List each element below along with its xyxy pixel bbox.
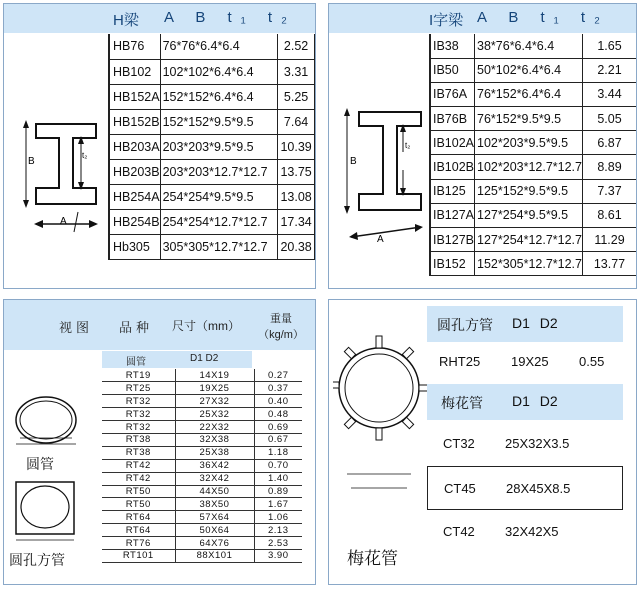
tube-size: 88X101 — [175, 549, 254, 562]
h-beam-weight: 2.52 — [278, 34, 315, 59]
square-hole-cols: D1 D2 — [512, 315, 558, 331]
i-beam-dims: 50*102*6.4*6.4 — [475, 58, 583, 82]
tube-model: RT32 — [102, 395, 175, 408]
tube-model: RT38 — [102, 446, 175, 459]
tube-row — [102, 485, 302, 498]
h-beam-dims: 102*102*6.4*6.4 — [160, 59, 278, 84]
plum-size: 32X42X5 — [505, 524, 559, 539]
h-beam-weight: 3.31 — [278, 59, 315, 84]
h-beam-weight: 17.34 — [278, 209, 315, 234]
i-beam-dims: 127*254*9.5*9.5 — [475, 203, 583, 227]
i-beam-model: IB127B — [430, 228, 475, 252]
tubes-col-type: 品种 — [119, 320, 154, 335]
tube-model: RT19 — [102, 369, 175, 382]
tube-model: RT42 — [102, 472, 175, 485]
i-beam-weight: 7.37 — [582, 179, 636, 203]
i-b-label: B — [350, 156, 357, 167]
h-beam-dims: 203*203*12.7*12.7 — [160, 159, 278, 184]
tube-size: 25X38 — [175, 446, 254, 459]
i-beam-dims: 76*152*6.4*6.4 — [475, 82, 583, 106]
i-beam-row — [430, 58, 636, 82]
tube-row — [102, 524, 302, 537]
tubes-table — [102, 369, 302, 563]
i-beam-row — [430, 155, 636, 179]
tubes-sub-size: D1 D2 — [190, 353, 219, 364]
h-beam-dims: 305*305*12.7*12.7 — [160, 234, 278, 259]
tube-size: 27X32 — [175, 395, 254, 408]
tube-model: RT76 — [102, 537, 175, 550]
i-beam-title: I字梁 — [429, 12, 464, 29]
i-beam-dims: 102*203*9.5*9.5 — [475, 131, 583, 155]
tube-weight: 0.40 — [254, 395, 302, 408]
h-beam-weight: 13.75 — [278, 159, 315, 184]
tube-size: 38X50 — [175, 498, 254, 511]
tube-weight: 0.37 — [254, 382, 302, 395]
i-beam-model: IB102A — [430, 131, 475, 155]
tube-size: 14X19 — [175, 369, 254, 382]
tube-row — [102, 408, 302, 421]
square-hole-row — [427, 342, 623, 382]
i-beam-row — [430, 203, 636, 227]
h-beam-dims: 152*152*9.5*9.5 — [160, 109, 278, 134]
i-beam-dims: 127*254*12.7*12.7 — [475, 228, 583, 252]
i-beam-model: IB125 — [430, 179, 475, 203]
tube-row — [102, 459, 302, 472]
square-hole-name: 圆孔方管 — [437, 317, 493, 333]
tube-weight: 1.40 — [254, 472, 302, 485]
i-beam-dims: 76*152*9.5*9.5 — [475, 107, 583, 131]
plum-rows — [427, 422, 623, 554]
plum-model: CT45 — [444, 481, 476, 496]
h-beam-table — [108, 34, 315, 260]
tube-model: RT50 — [102, 485, 175, 498]
tubes-header — [4, 300, 315, 350]
h-beam-model: HB76 — [109, 34, 160, 59]
tube-size: 22X32 — [175, 421, 254, 434]
tube-model: RT38 — [102, 433, 175, 446]
h-beam-row — [109, 209, 315, 234]
i-beam-row — [430, 179, 636, 203]
rht-weight: 0.55 — [579, 354, 605, 369]
tube-model: RT64 — [102, 511, 175, 524]
h-beam-model: HB152B — [109, 109, 160, 134]
tube-weight: 0.89 — [254, 485, 302, 498]
i-beam-row — [430, 131, 636, 155]
i-beam-model: IB127A — [430, 203, 475, 227]
plum-row — [427, 422, 623, 466]
i-beam-weight: 2.21 — [582, 58, 636, 82]
tube-weight: 2.53 — [254, 537, 302, 550]
tube-weight: 1.67 — [254, 498, 302, 511]
plum-size: 28X45X8.5 — [506, 481, 571, 496]
tube-weight: 0.27 — [254, 369, 302, 382]
h-beam-model: HB152A — [109, 84, 160, 109]
h-beam-dims: 76*76*6.4*6.4 — [160, 34, 278, 59]
h-beam-model: HB254B — [109, 209, 160, 234]
h-beam-cols: A B t₁ t₂ — [164, 9, 296, 26]
tubes-col-size: 尺寸（mm） — [172, 319, 240, 333]
i-beam-model: IB76B — [430, 107, 475, 131]
i-beam-diagram — [339, 102, 439, 252]
tube-weight: 1.06 — [254, 511, 302, 524]
tube-size: 36X42 — [175, 459, 254, 472]
h-beam-model: HB203A — [109, 134, 160, 159]
i-beam-weight: 13.77 — [582, 252, 636, 276]
tube-model: RT42 — [102, 459, 175, 472]
tube-weight: 0.67 — [254, 433, 302, 446]
i-beam-model: IB152 — [430, 252, 475, 276]
i-a-label: A — [377, 234, 384, 245]
i-beam-cols: A B t₁ t₂ — [477, 9, 609, 26]
round-tube-label: 圆管 — [26, 456, 54, 472]
h-beam-title: H梁 — [113, 12, 139, 29]
tube-model: RT32 — [102, 408, 175, 421]
plum-row — [427, 466, 623, 510]
h-beam-row — [109, 134, 315, 159]
i-beam-dims: 38*76*6.4*6.4 — [475, 34, 583, 58]
tube-row — [102, 395, 302, 408]
tube-weight: 1.18 — [254, 446, 302, 459]
h-beam-dims: 254*254*12.7*12.7 — [160, 209, 278, 234]
i-beam-row — [430, 34, 636, 58]
tubes-col-weight: 重量（kg/m） — [258, 313, 304, 341]
plum-model: CT32 — [443, 436, 475, 451]
h-beam-model: Hb305 — [109, 234, 160, 259]
tube-model: RT25 — [102, 382, 175, 395]
tube-model: RT101 — [102, 549, 175, 562]
plum-header — [427, 384, 623, 420]
h-beam-header — [4, 4, 315, 33]
i-beam-model: IB38 — [430, 34, 475, 58]
tube-size: 57X64 — [175, 511, 254, 524]
tube-row — [102, 498, 302, 511]
tube-size: 32X42 — [175, 472, 254, 485]
i-beam-weight: 8.61 — [582, 203, 636, 227]
tube-size: 64X76 — [175, 537, 254, 550]
tube-size: 32X38 — [175, 433, 254, 446]
h-beam-weight: 20.38 — [278, 234, 315, 259]
square-hole-tube-label: 圆孔方管 — [9, 552, 65, 568]
i-beam-model: IB50 — [430, 58, 475, 82]
i-beam-weight: 8.89 — [582, 155, 636, 179]
plum-row — [427, 510, 623, 554]
i-beam-table — [429, 34, 636, 276]
h-beam-weight: 7.64 — [278, 109, 315, 134]
h-t2-label: t₂ — [82, 151, 88, 160]
tubes-panel — [3, 299, 316, 585]
plum-name: 梅花管 — [441, 395, 483, 411]
tube-weight: 2.13 — [254, 524, 302, 537]
i-beam-weight: 6.87 — [582, 131, 636, 155]
tube-row — [102, 472, 302, 485]
tube-row — [102, 433, 302, 446]
tubes-col-view: 视图 — [59, 320, 94, 335]
i-beam-weight: 3.44 — [582, 82, 636, 106]
plum-panel — [328, 299, 637, 585]
i-beam-model: IB102B — [430, 155, 475, 179]
h-beam-panel — [3, 3, 316, 289]
tube-size: 44X50 — [175, 485, 254, 498]
tube-model: RT50 — [102, 498, 175, 511]
tube-size: 19X25 — [175, 382, 254, 395]
plum-model: CT42 — [443, 524, 475, 539]
h-beam-dims: 203*203*9.5*9.5 — [160, 134, 278, 159]
tube-row — [102, 549, 302, 562]
i-beam-row — [430, 228, 636, 252]
h-b-label: B — [28, 156, 35, 167]
i-t2-label: t₂ — [405, 141, 411, 150]
tube-row — [102, 511, 302, 524]
rht-size: 19X25 — [511, 354, 549, 369]
h-beam-row — [109, 159, 315, 184]
i-beam-dims: 152*305*12.7*12.7 — [475, 252, 583, 276]
plum-tube-diagram — [333, 314, 428, 529]
h-beam-row — [109, 109, 315, 134]
h-beam-model: HB203B — [109, 159, 160, 184]
h-beam-weight: 5.25 — [278, 84, 315, 109]
h-beam-weight: 13.08 — [278, 184, 315, 209]
i-beam-header — [329, 4, 636, 33]
h-beam-row — [109, 184, 315, 209]
i-beam-weight: 5.05 — [582, 107, 636, 131]
i-beam-panel — [328, 3, 637, 289]
h-beam-row — [109, 59, 315, 84]
h-beam-diagram — [18, 112, 118, 242]
tube-row — [102, 382, 302, 395]
h-beam-dims: 254*254*9.5*9.5 — [160, 184, 278, 209]
h-beam-model: HB254A — [109, 184, 160, 209]
tube-weight: 0.48 — [254, 408, 302, 421]
tube-weight: 0.70 — [254, 459, 302, 472]
tube-row — [102, 537, 302, 550]
i-beam-weight: 1.65 — [582, 34, 636, 58]
h-beam-row — [109, 84, 315, 109]
tube-row — [102, 446, 302, 459]
h-a-label: A — [60, 216, 67, 227]
tube-size: 50X64 — [175, 524, 254, 537]
rht-model: RHT25 — [439, 354, 481, 369]
tube-weight: 3.90 — [254, 549, 302, 562]
tubes-sub-type: 圆管 — [126, 357, 146, 368]
i-beam-row — [430, 252, 636, 276]
h-beam-weight: 10.39 — [278, 134, 315, 159]
h-beam-dims: 152*152*6.4*6.4 — [160, 84, 278, 109]
tube-model: RT32 — [102, 421, 175, 434]
i-beam-weight: 11.29 — [582, 228, 636, 252]
tube-weight: 0.69 — [254, 421, 302, 434]
i-beam-row — [430, 107, 636, 131]
tube-model: RT64 — [102, 524, 175, 537]
i-beam-dims: 125*152*9.5*9.5 — [475, 179, 583, 203]
plum-cols: D1 D2 — [512, 393, 558, 409]
h-beam-row — [109, 234, 315, 259]
i-beam-row — [430, 82, 636, 106]
tube-row — [102, 369, 302, 382]
tubes-subheader — [102, 351, 252, 368]
tube-row — [102, 421, 302, 434]
h-beam-model: HB102 — [109, 59, 160, 84]
tube-size: 25X32 — [175, 408, 254, 421]
square-hole-header — [427, 306, 623, 342]
plum-tube-label: 梅花管 — [347, 549, 398, 568]
plum-size: 25X32X3.5 — [505, 436, 570, 451]
i-beam-dims: 102*203*12.7*12.7 — [475, 155, 583, 179]
h-beam-row — [109, 34, 315, 59]
i-beam-model: IB76A — [430, 82, 475, 106]
